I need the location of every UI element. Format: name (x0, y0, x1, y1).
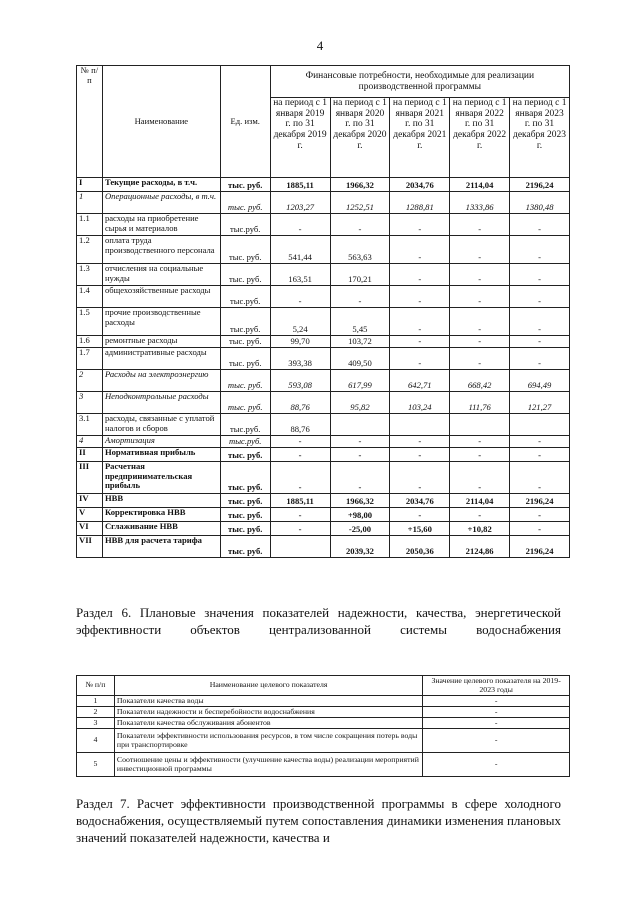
row-value: 642,71 (390, 370, 450, 392)
row-value (510, 414, 570, 436)
row-num: 1.7 (77, 348, 103, 370)
row-value: - (390, 436, 450, 448)
row-num: 1.6 (77, 336, 103, 348)
row-unit: тыс. руб. (220, 494, 270, 508)
row-value: 1966,32 (330, 494, 390, 508)
row-unit: тыс. руб. (220, 522, 270, 536)
t2-row-num: 1 (77, 696, 115, 707)
row-value: 1203,27 (270, 192, 330, 214)
row-value: 163,51 (270, 264, 330, 286)
row-value: - (510, 436, 570, 448)
row-value: 1966,32 (330, 178, 390, 192)
t2-row-value: - (423, 707, 570, 718)
row-value: +98,00 (330, 508, 390, 522)
row-value: 95,82 (330, 392, 390, 414)
table-row (77, 522, 570, 536)
row-unit: тыс. руб. (220, 178, 270, 192)
row-unit: тыс.руб. (220, 214, 270, 236)
row-value: - (330, 462, 390, 494)
row-name: Нормативная прибыль (102, 448, 220, 462)
t2-row-name: Показатели качества воды (114, 696, 422, 707)
row-name: НВВ (102, 494, 220, 508)
header-period: на период с 1 января 2023 г. по 31 декабря 2023 г. (510, 98, 570, 178)
row-name: Текущие расходы, в т.ч. (102, 178, 220, 192)
t2-row-value: - (423, 718, 570, 729)
row-value: 1333,86 (450, 192, 510, 214)
row-value: 103,72 (330, 336, 390, 348)
table-row (77, 707, 570, 718)
t2-row-value: - (423, 729, 570, 753)
row-value: - (450, 286, 510, 308)
row-value: - (270, 522, 330, 536)
row-value: - (450, 436, 510, 448)
page-number: 4 (316, 38, 324, 53)
row-num: I (77, 178, 103, 192)
row-num: 1.2 (77, 236, 103, 264)
t2-header-name: Наименование целевого показателя (114, 676, 422, 696)
row-num: 4 (77, 436, 103, 448)
table-row (77, 462, 570, 494)
row-value: - (450, 348, 510, 370)
table-row (77, 696, 570, 707)
t2-row-name: Показатели эффективности использования ресурсов, в том числе сокращения потерь воды при транспортировке (114, 729, 422, 753)
row-value: 617,99 (330, 370, 390, 392)
t2-row-num: 3 (77, 718, 115, 729)
row-num: 3 (77, 392, 103, 414)
row-num: 1.3 (77, 264, 103, 286)
table-row (77, 718, 570, 729)
row-unit: тыс.руб. (220, 308, 270, 336)
row-value: +10,82 (450, 522, 510, 536)
header-unit: Ед. изм. (220, 66, 270, 178)
row-num: VI (77, 522, 103, 536)
row-value: - (330, 436, 390, 448)
financial-needs-table (76, 65, 570, 558)
t2-row-name: Показатели качества обслуживания абонентов (114, 718, 422, 729)
row-name: НВВ для расчета тарифа (102, 536, 220, 558)
row-value: - (330, 286, 390, 308)
row-value: 1380,48 (510, 192, 570, 214)
row-value: - (270, 508, 330, 522)
row-name: административные расходы (102, 348, 220, 370)
t2-row-name: Показатели надежности и бесперебойности водоснабжения (114, 707, 422, 718)
row-value: 2196,24 (510, 178, 570, 192)
row-value: 1885,11 (270, 178, 330, 192)
row-value: 103,24 (390, 392, 450, 414)
row-unit: тыс. руб. (220, 264, 270, 286)
t2-row-num: 5 (77, 753, 115, 777)
row-value: 1252,51 (330, 192, 390, 214)
row-value: +15,60 (390, 522, 450, 536)
row-value: - (450, 236, 510, 264)
row-value: - (510, 214, 570, 236)
header-period: на период с 1 января 2021 г. по 31 декабря 2021 г. (390, 98, 450, 178)
table-row (77, 236, 570, 264)
row-num: 1 (77, 192, 103, 214)
table-row (77, 348, 570, 370)
row-value (390, 414, 450, 436)
row-value: - (270, 214, 330, 236)
row-value: - (330, 214, 390, 236)
row-value (270, 536, 330, 558)
row-unit: тыс. руб. (220, 462, 270, 494)
row-value: 2196,24 (510, 494, 570, 508)
row-value: - (270, 286, 330, 308)
row-value: 2039,32 (330, 536, 390, 558)
row-name: Операционные расходы, в т.ч. (102, 192, 220, 214)
header-name: Наименование (102, 66, 220, 178)
header-num: № п/п (77, 66, 103, 178)
row-value: - (390, 336, 450, 348)
row-value: - (330, 448, 390, 462)
row-unit: тыс.руб. (220, 414, 270, 436)
row-unit: тыс. руб. (220, 336, 270, 348)
row-value: 88,76 (270, 392, 330, 414)
row-value: - (510, 348, 570, 370)
row-num: 2 (77, 370, 103, 392)
row-value: - (390, 508, 450, 522)
target-indicators-table (76, 675, 570, 777)
row-unit: тыс. руб. (220, 236, 270, 264)
row-unit: тыс. руб. (220, 348, 270, 370)
table-row (77, 178, 570, 192)
row-value: 409,50 (330, 348, 390, 370)
table-row (77, 286, 570, 308)
row-name: Корректировка НВВ (102, 508, 220, 522)
row-value: - (390, 448, 450, 462)
row-value (330, 414, 390, 436)
row-value: - (510, 336, 570, 348)
row-value: - (450, 508, 510, 522)
row-value: 2114,04 (450, 178, 510, 192)
row-name: прочие производственные расходы (102, 308, 220, 336)
row-value: 541,44 (270, 236, 330, 264)
row-value: - (390, 462, 450, 494)
row-value: 111,76 (450, 392, 510, 414)
row-value: - (510, 522, 570, 536)
table-row (77, 436, 570, 448)
row-value: - (510, 286, 570, 308)
row-value: - (450, 448, 510, 462)
row-name: Расходы на электроэнергию (102, 370, 220, 392)
row-unit: тыс. руб. (220, 448, 270, 462)
row-value: - (390, 264, 450, 286)
section-6-heading: Раздел 6. Плановые значения показателей надежности, качества, энергетической эффективности объектов централизованной системы водоснабжения (76, 605, 561, 637)
row-name: ремонтные расходы (102, 336, 220, 348)
t2-row-value: - (423, 696, 570, 707)
row-value: - (510, 308, 570, 336)
row-value: 2196,24 (510, 536, 570, 558)
row-value: - (510, 508, 570, 522)
row-unit: тыс. руб. (220, 392, 270, 414)
row-value: - (450, 264, 510, 286)
row-value: 2114,04 (450, 494, 510, 508)
table-row (77, 494, 570, 508)
row-value: - (450, 336, 510, 348)
row-unit: тыс. руб. (220, 536, 270, 558)
row-value: -25,00 (330, 522, 390, 536)
row-num: III (77, 462, 103, 494)
section-7-heading: Раздел 7. Расчет эффективности производственной программы в сфере холодного водоснабжения, осуществляемый путем сопоставления динамики изменения плановых значений показателей надежности, качества и (76, 796, 561, 845)
row-unit: тыс. руб. (220, 192, 270, 214)
row-value: 2124,86 (450, 536, 510, 558)
row-num: 1.5 (77, 308, 103, 336)
header-financial-needs: Финансовые потребности, необходимые для реализации производственной программы (270, 66, 569, 98)
header-period: на период с 1 января 2020 г. по 31 декабря 2020 г. (330, 98, 390, 178)
row-num: 3.1 (77, 414, 103, 436)
row-name: Неподконтрольные расходы (102, 392, 220, 414)
row-unit: тыс. руб. (220, 508, 270, 522)
row-value: - (390, 286, 450, 308)
row-name: Расчетная предпринимательская прибыль (102, 462, 220, 494)
row-value: 170,21 (330, 264, 390, 286)
t2-header-num: № п/п (77, 676, 115, 696)
row-name: расходы, связанные с уплатой налогов и сборов (102, 414, 220, 436)
row-value: - (510, 236, 570, 264)
row-num: IV (77, 494, 103, 508)
row-name: Сглаживание НВВ (102, 522, 220, 536)
table-row (77, 753, 570, 777)
row-value: - (390, 308, 450, 336)
row-value: 121,27 (510, 392, 570, 414)
table-row (77, 308, 570, 336)
table-row (77, 392, 570, 414)
row-name: оплата труда производственного персонала (102, 236, 220, 264)
row-value: - (450, 308, 510, 336)
t2-row-num: 2 (77, 707, 115, 718)
row-value: - (270, 462, 330, 494)
row-num: V (77, 508, 103, 522)
row-value: - (270, 436, 330, 448)
row-value: - (450, 462, 510, 494)
row-value: - (270, 448, 330, 462)
row-name: расходы на приобретение сырья и материалов (102, 214, 220, 236)
row-value: 2034,76 (390, 178, 450, 192)
table-row (77, 508, 570, 522)
row-unit: тыс.руб. (220, 436, 270, 448)
row-value: - (510, 264, 570, 286)
table-row (77, 536, 570, 558)
header-period: на период с 1 января 2019 г. по 31 декабря 2019 г. (270, 98, 330, 178)
table-row (77, 214, 570, 236)
table-row (77, 414, 570, 436)
row-unit: тыс.руб. (220, 286, 270, 308)
t2-row-name: Соотношение цены и эффективности (улучшение качества воды) реализации мероприятий инвестиционной программы (114, 753, 422, 777)
table-row (77, 448, 570, 462)
row-value: 668,42 (450, 370, 510, 392)
row-num: VII (77, 536, 103, 558)
row-value: 563,63 (330, 236, 390, 264)
row-unit: тыс. руб. (220, 370, 270, 392)
table-row (77, 192, 570, 214)
row-value: 2050,36 (390, 536, 450, 558)
row-value (450, 414, 510, 436)
row-value: - (390, 214, 450, 236)
row-name: Амортизация (102, 436, 220, 448)
row-value: 99,70 (270, 336, 330, 348)
row-value: - (390, 348, 450, 370)
row-value: 694,49 (510, 370, 570, 392)
row-value: 88,76 (270, 414, 330, 436)
row-value: 393,38 (270, 348, 330, 370)
table-row (77, 264, 570, 286)
row-num: II (77, 448, 103, 462)
table-row (77, 729, 570, 753)
table-row (77, 370, 570, 392)
row-num: 1.1 (77, 214, 103, 236)
row-value: 2034,76 (390, 494, 450, 508)
table-row (77, 336, 570, 348)
row-value: - (390, 236, 450, 264)
row-value: - (510, 448, 570, 462)
row-value: - (450, 214, 510, 236)
row-value: 1885,11 (270, 494, 330, 508)
row-num: 1.4 (77, 286, 103, 308)
row-value: 1288,81 (390, 192, 450, 214)
t2-row-value: - (423, 753, 570, 777)
row-name: отчисления на социальные нужды (102, 264, 220, 286)
row-value: - (510, 462, 570, 494)
header-period: на период с 1 января 2022 г. по 31 декабря 2022 г. (450, 98, 510, 178)
row-value: 5,24 (270, 308, 330, 336)
row-name: общехозяйственные расходы (102, 286, 220, 308)
t2-header-value: Значение целевого показателя на 2019-2023 годы (423, 676, 570, 696)
t2-row-num: 4 (77, 729, 115, 753)
row-value: 5,45 (330, 308, 390, 336)
row-value: 593,08 (270, 370, 330, 392)
